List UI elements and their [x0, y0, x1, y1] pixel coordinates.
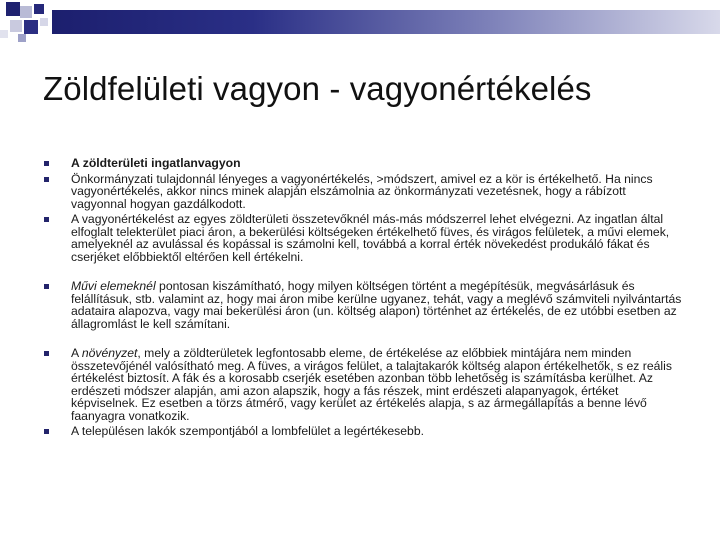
- decor-square: [18, 34, 26, 42]
- bullet-item: [42, 157, 682, 170]
- bullet-prefix: A: [71, 346, 82, 360]
- slide-title: Zöldfelületi vagyon - vagyonértékelés: [43, 70, 592, 107]
- bullet-square-icon: [44, 429, 49, 434]
- bullet-item: [42, 347, 682, 422]
- bullet-square-icon: [44, 284, 49, 289]
- bullet-square-icon: [44, 177, 49, 182]
- bullet-text: , mely a zöldterületek legfontosabb eleme, de értékelése az előbbiek mintájára nem minden összetevőjénél valósítható meg. A füves, a virágos felület, a talajtakarók költség alapon értékelhetők, s ez reális értékelést biztosít. A fák és a korosabb cserjék esetében azonban több lehetőség is számításba kerülhet. Az erdészeti módszer alapján, ami azon alapszik, hogy a fás részek, mint erdészeti alapanyagok, értéket képviselnek. Ez esetben a törzs átmérő, vagy kerület az értékelés alapja, s az ármegállapítás a benne lévő faanyagra vonatkozik.: [71, 346, 672, 423]
- bullet-item: [42, 425, 682, 438]
- header-decoration: [0, 0, 720, 45]
- decor-square: [40, 18, 48, 26]
- bullet-square-icon: [44, 217, 49, 222]
- header-gradient-bar: [52, 10, 720, 34]
- bullet-list: [42, 157, 682, 438]
- bullet-square-icon: [44, 351, 49, 356]
- bullet-text: A vagyonértékelést az egyes zöldterületi összetevőknél más-más módszerrel lehet elvégezni. Az ingatlan által elfoglalt telekterület piaci áron, a bekerülési költségeken értékelhető füves, és virágos felületek, a művi elemek, amelyeknél az avulással és kopással is számolni kell, továbbá a korral érték növekedést produkáló fákat és cserjéket előbbiektől eltérően kell értékelni.: [71, 212, 670, 264]
- bullet-text: A településen lakók szempontjából a lombfelület a legértékesebb.: [71, 424, 424, 438]
- bullet-emphasis: Művi elemeknél: [71, 279, 156, 293]
- decor-square: [0, 30, 8, 38]
- bullet-square-icon: [44, 161, 49, 166]
- bullet-item: [42, 173, 682, 211]
- decor-square: [6, 2, 20, 16]
- decor-square: [20, 6, 32, 18]
- bullet-text: A zöldterületi ingatlanvagyon: [71, 156, 241, 170]
- decor-square: [24, 20, 38, 34]
- bullet-item: [42, 213, 682, 263]
- decor-square: [34, 4, 44, 14]
- bullet-text: pontosan kiszámítható, hogy milyen költségen történt a megépítésük, megvásárlásuk és felállításuk, stb. valamint az, hogy mai áron mibe kerülne ugyanez, tehát, vagy a meglévő számviteli nyilvántartás adataira alapozva, vagy mai bekerülési áron (un. költség alapon) történhet az értékelés, de ez utóbbi esetben az állagromlást le kell számítani.: [71, 279, 682, 331]
- bullet-text: Önkormányzati tulajdonnál lényeges a vagyonértékelés, >módszert, amivel ez a kör is értékelhető. Ha nincs vagyonértékelés, akkor nincs minek alapján elszámolnia az önkormányzati vezetésnek, hogy a rábízott vagyonnal hogyan gazdálkodott.: [71, 171, 653, 211]
- bullet-emphasis: növényzet: [81, 346, 138, 360]
- decor-square: [10, 20, 22, 32]
- bullet-item: [42, 280, 682, 330]
